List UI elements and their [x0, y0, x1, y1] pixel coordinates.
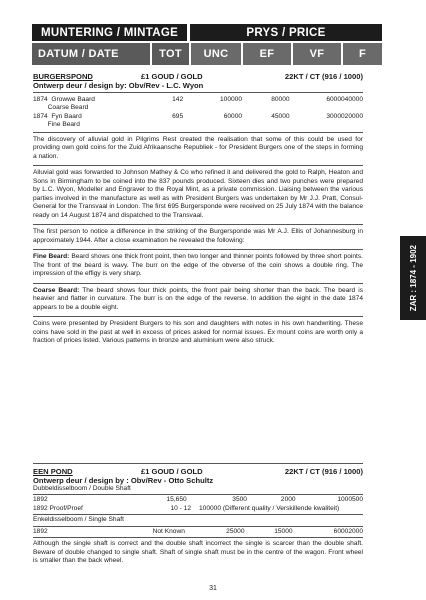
row-date: 1874 Growwe Baard: [33, 96, 95, 103]
coarse-beard-label: Coarse Beard:: [33, 286, 80, 294]
side-tab-label: ZAR : 1874 - 1902: [408, 244, 418, 312]
coin-denomination: £1 GOUD / GOLD: [141, 72, 203, 81]
divider: [33, 494, 363, 495]
row-date: Fine Beard: [33, 121, 80, 129]
row-unc: 100000: [220, 96, 243, 103]
row-ef: 15000: [274, 527, 293, 535]
paragraph: Although the single shaft is correct and the double shaft incorrect the single is scarcer than the double shaft. Beware of double changed to single shaft. Shaft of single shaft must be in the centre of the wagon. Front wheel is smaller than the back wheel.: [33, 540, 363, 565]
divider: [33, 316, 363, 317]
divider: [33, 283, 363, 284]
side-tab: [400, 236, 426, 320]
row-proof-price: 100000 (Different quality / Verskillende kwaliteit): [199, 504, 340, 512]
fine-beard-label: Fine Beard:: [33, 253, 70, 261]
row-unc: 25000: [226, 527, 245, 535]
divider: [33, 537, 363, 538]
paragraph: The discovery of alluvial gold in Pilgrims Rest created the realisation that some of this could be used for providing own gold coins for the Zuid Afrikaansche Republiek - for President Burgers one of the steps in forming a nation.: [33, 135, 363, 160]
mintage-header: MUNTERING / MINTAGE: [32, 24, 187, 41]
row-tot: 15,650: [166, 496, 187, 504]
tot-column-header: TOT: [150, 43, 189, 65]
table-row: [33, 113, 363, 121]
table-row: [33, 96, 363, 104]
coin-spec: 22KT / CT (916 / 1000): [284, 467, 363, 476]
table-row: [33, 121, 363, 129]
coarse-beard-text: The beard shows four thick points, the front pair being shorter than the back. The beard is heavier and flatter in curvature. The burr is on the edge of the reverse. In addition the eight in the date 1874 appears to be a double eight.: [33, 286, 363, 311]
table-row: [33, 104, 363, 112]
row-ef: 2000: [280, 496, 296, 504]
single-shaft-label: Enkeldisselboom / Single Shaft: [33, 516, 124, 524]
section-burgerspond: [33, 72, 363, 350]
divider: [33, 224, 363, 225]
row-f: 20000: [344, 112, 363, 120]
double-shaft-label: Dubbeldisselboom / Double Shaft: [33, 485, 131, 492]
paragraph: Alluvial gold was forwarded to Johnson Mathey & Co who refined it and delivered the gold to Ralph, Heaton and Sons in Birmingham to be coined into the 837 pounds produced. Sixteen dies and two punches were prepared by L.C. Wyon, Modeller and Engraver to the Royal Mint, as a private commission. Liaising between the various parties involved in the manufacture as well as with President Burgers was undertaken by Mr J.J. Pratt, Consul-General for the Transvaal in London. The first 695 Burgersponde were received on 25 July 1874 with the balance ready on 14 August 1874 and dispatched to the Transvaal.: [33, 169, 363, 219]
section-title-row: [33, 467, 363, 476]
row-f: 40000: [344, 96, 363, 103]
row-date: 1892 Proof/Proef: [33, 504, 83, 512]
row-tot: 10 - 12: [170, 504, 191, 512]
divider: [33, 249, 363, 250]
section-title-row: [33, 72, 363, 81]
row-date: 1892: [33, 496, 48, 504]
row-tot: 142: [172, 96, 184, 103]
row-unc: 3500: [232, 496, 247, 504]
paragraph-coarse-beard: [33, 287, 363, 313]
table-header-columns: [32, 43, 382, 65]
unc-column-header: UNC: [189, 43, 241, 65]
page-number: 31: [209, 585, 217, 592]
divider: [33, 92, 363, 93]
ef-column-header: EF: [241, 43, 291, 65]
row-ef: 45000: [271, 112, 290, 120]
divider: [33, 514, 363, 515]
row-vf: 30000: [326, 112, 345, 120]
row-vf: 60000: [326, 96, 345, 103]
row-date: Coarse Beard: [33, 104, 89, 112]
coin-name: BURGERSPOND: [33, 72, 93, 81]
paragraph-fine-beard: [33, 253, 363, 279]
divider: [33, 526, 363, 527]
paragraph: Coins were presented by President Burgers to his son and daughters with notes in his own handwriting. These coins have sold in the past at well in excess of prices asked for normal issues. Ex mount coins are worth only a fraction of prices listed. Various patterns in bronze and aluminium were also struck.: [33, 320, 363, 345]
table-row: [33, 505, 363, 513]
table-row: [33, 528, 363, 536]
vf-column-header: VF: [291, 43, 341, 65]
subheading: [33, 516, 363, 524]
row-ef: 80000: [271, 96, 290, 103]
coin-spec: 22KT / CT (916 / 1000): [284, 72, 363, 81]
divider: [33, 165, 363, 166]
row-f: 500: [351, 496, 363, 504]
row-f: 2000: [348, 527, 363, 535]
row-vf: 6000: [333, 527, 349, 535]
paragraph: The first person to notice a difference in the striking of the Burgersponde was Mr A.J. Ellis of Johannesburg in approximately 1944. After a close examination he revealed the following:: [33, 228, 363, 244]
f-column-header: F: [341, 43, 382, 65]
row-tot: Not Known: [152, 527, 185, 535]
section-een-pond: [33, 463, 363, 570]
fine-beard-text: Beard shows one thick front point, then two longer and thinner points followed by three short points. The front of the beard is wavy. The burr on the edge of the obverse of the coin shows a double ring. The impression of the effigy is very sharp.: [33, 253, 363, 278]
coin-denomination: £1 GOUD / GOLD: [141, 467, 203, 476]
row-date: 1892: [33, 527, 48, 535]
table-header-top: [32, 24, 382, 41]
date-column-header: DATUM / DATE: [32, 43, 150, 65]
divider: [33, 132, 363, 133]
table-row: [33, 496, 363, 504]
coin-name: EEN POND: [33, 467, 73, 476]
subheading: [33, 485, 363, 493]
design-credit: Ontwerp deur / design by: Obv/Rev - L.C. Wyon: [33, 81, 204, 90]
design-credit: Ontwerp deur / design by : Obv/Rev - Otto Schultz: [33, 476, 214, 485]
row-tot: 695: [172, 112, 184, 120]
price-header: PRYS / PRICE: [190, 24, 382, 41]
row-unc: 60000: [223, 112, 243, 120]
divider: [33, 463, 363, 464]
row-vf: 1000: [337, 496, 352, 504]
row-date: 1874 Fyn Baard: [33, 112, 82, 120]
